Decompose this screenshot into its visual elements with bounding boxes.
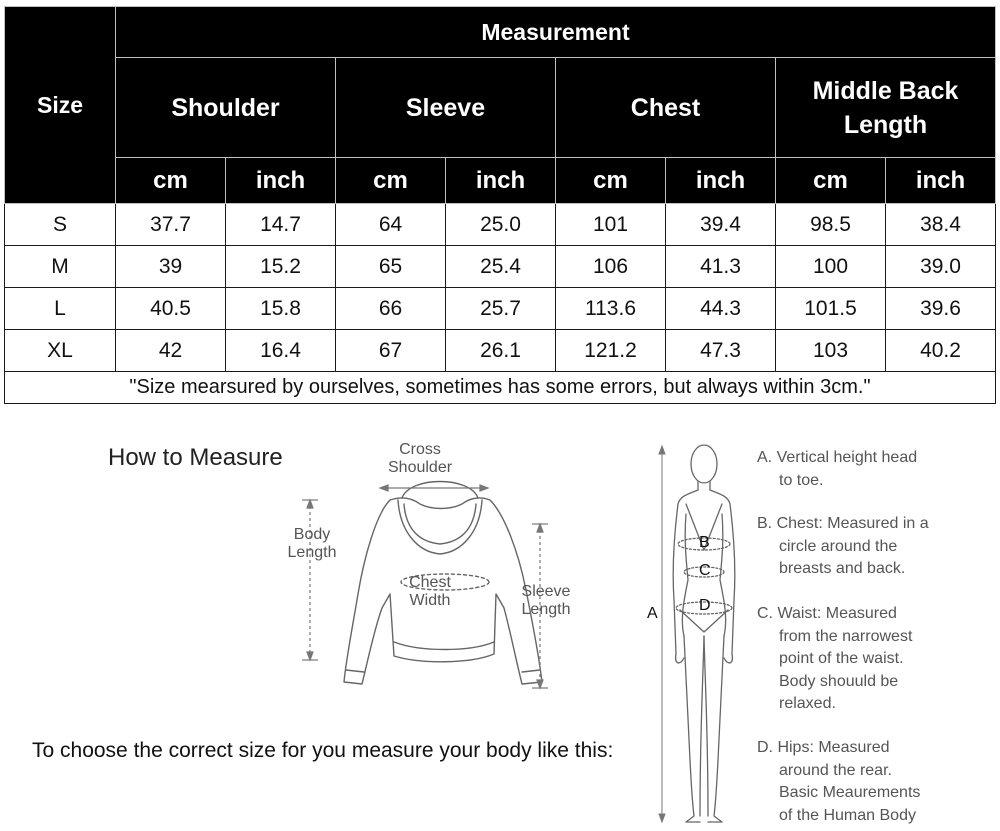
chest-width-label-line: Chest [409, 574, 451, 591]
step-a-height [757, 447, 992, 492]
value-cell: 101.5 [776, 288, 886, 330]
value-cell: 47.3 [666, 330, 776, 372]
value-cell: 37.7 [116, 204, 226, 246]
step-line: D. Hips: Measured [757, 739, 890, 756]
value-cell: 41.3 [666, 246, 776, 288]
value-cell: 64 [336, 204, 446, 246]
body-length-label-line: Body [293, 526, 331, 543]
step-line: breasts and back. [779, 560, 906, 577]
value-cell: 98.5 [776, 204, 886, 246]
step-line: circle around the [779, 537, 898, 555]
sleeve-length-label [514, 583, 578, 619]
step-line: from the narrowest [779, 627, 913, 645]
size-chart-table [4, 6, 996, 404]
value-cell: 39.0 [886, 246, 996, 288]
cross-shoulder-label-line: Cross [399, 441, 441, 458]
middle-back-length-header [776, 58, 996, 158]
unit-header: cm [776, 158, 886, 204]
sleeve-length-label-line: Length [521, 601, 571, 618]
shoulder-header: Shoulder [116, 58, 336, 158]
chest-header: Chest [556, 58, 776, 158]
value-cell: 15.8 [226, 288, 336, 330]
value-cell: 103 [776, 330, 886, 372]
value-cell: 101 [556, 204, 666, 246]
unit-header: inch [666, 158, 776, 204]
how-to-measure-title: How to Measure [108, 444, 283, 471]
size-cell: M [5, 246, 116, 288]
value-cell: 25.4 [446, 246, 556, 288]
value-cell: 14.7 [226, 204, 336, 246]
measurement-note: "Size mearsured by ourselves, sometimes has some errors, but always within 3cm." [5, 372, 996, 404]
figure-letter-d: D [699, 597, 711, 614]
middle-back-length-label: Middle Back Length [812, 76, 959, 139]
size-cell: XL [5, 330, 116, 372]
value-cell: 66 [336, 288, 446, 330]
body-length-label-line: Length [287, 544, 337, 561]
body-length-label [283, 526, 341, 562]
choose-size-instruction: To choose the correct size for you measure your body like this: [32, 739, 614, 762]
value-cell: 39 [116, 246, 226, 288]
unit-header: cm [556, 158, 666, 204]
value-cell: 100 [776, 246, 886, 288]
note-row [5, 372, 996, 404]
size-header: Size [5, 7, 116, 204]
step-line: C. Waist: Measured [757, 605, 897, 622]
table-row [5, 288, 996, 330]
value-cell: 26.1 [446, 330, 556, 372]
figure-letter-b: B [699, 534, 710, 551]
unit-header: inch [886, 158, 996, 204]
table-row [5, 204, 996, 246]
step-b-chest [757, 513, 992, 581]
chest-width-label-line: Width [409, 592, 451, 609]
unit-header: cm [336, 158, 446, 204]
value-cell: 40.2 [886, 330, 996, 372]
step-line: to toe. [779, 471, 824, 489]
step-line: around the rear. [779, 761, 892, 779]
table-row [5, 330, 996, 372]
value-cell: 16.4 [226, 330, 336, 372]
step-line: Body shouuld be [779, 672, 899, 690]
sleeve-header: Sleeve [336, 58, 556, 158]
value-cell: 25.7 [446, 288, 556, 330]
value-cell: 38.4 [886, 204, 996, 246]
step-line: of the Human Body [779, 806, 916, 824]
step-line: relaxed. [779, 695, 836, 712]
value-cell: 25.0 [446, 204, 556, 246]
sleeve-length-label-line: Sleeve [521, 583, 571, 600]
step-line: point of the waist. [779, 650, 904, 667]
value-cell: 65 [336, 246, 446, 288]
unit-header: inch [446, 158, 556, 204]
figure-letter-c: C [699, 562, 711, 579]
value-cell: 121.2 [556, 330, 666, 372]
step-d-hips [757, 737, 992, 827]
value-cell: 39.6 [886, 288, 996, 330]
size-cell: L [5, 288, 116, 330]
size-cell: S [5, 204, 116, 246]
value-cell: 44.3 [666, 288, 776, 330]
value-cell: 67 [336, 330, 446, 372]
value-cell: 42 [116, 330, 226, 372]
step-c-waist [757, 603, 992, 716]
value-cell: 39.4 [666, 204, 776, 246]
chest-width-label [400, 574, 460, 610]
unit-header: cm [116, 158, 226, 204]
value-cell: 113.6 [556, 288, 666, 330]
step-line: A. Vertical height head [757, 449, 918, 466]
table-row [5, 246, 996, 288]
value-cell: 15.2 [226, 246, 336, 288]
value-cell: 106 [556, 246, 666, 288]
step-line: B. Chest: Measured in a [757, 515, 929, 532]
figure-letter-a: A [647, 605, 658, 622]
cross-shoulder-label [388, 441, 452, 477]
value-cell: 40.5 [116, 288, 226, 330]
cross-shoulder-label-line: Shoulder [388, 459, 453, 476]
body-measure-figure [640, 440, 760, 831]
unit-header: inch [226, 158, 336, 204]
measurement-header: Measurement [116, 7, 996, 58]
step-line: Basic Meaurements [779, 784, 921, 801]
